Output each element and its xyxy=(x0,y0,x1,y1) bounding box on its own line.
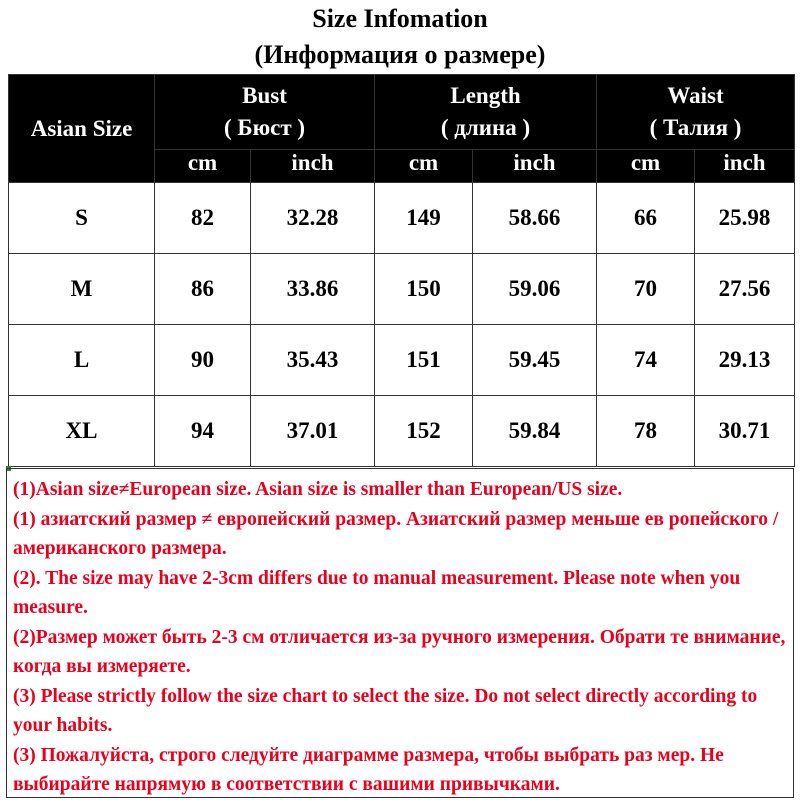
table-cell: 82 xyxy=(155,183,251,254)
note-line: (3) Please strictly follow the size chart to select the size. Do not select directly according to your habits. xyxy=(13,685,758,736)
table-cell: 27.56 xyxy=(695,254,795,325)
note-line: (2)Размер может быть 2-3 см отличается из-за ручного измерения. Обрати те внимание, когда вы измеряете. xyxy=(13,626,786,677)
waist-header xyxy=(597,75,795,150)
table-row xyxy=(9,396,795,467)
table-cell: 25.98 xyxy=(695,183,795,254)
table-cell: 32.28 xyxy=(251,183,375,254)
table-row xyxy=(9,254,795,325)
asian-size-header: Asian Size xyxy=(9,75,155,183)
unit-cm: cm xyxy=(155,150,251,183)
table-cell: 86 xyxy=(155,254,251,325)
table-cell: 66 xyxy=(597,183,695,254)
unit-inch: inch xyxy=(695,150,795,183)
size-cell: M xyxy=(9,254,155,325)
bust-header-label: Bust xyxy=(242,83,287,108)
table-cell: 78 xyxy=(597,396,695,467)
length-header-sub: ( длина ) xyxy=(440,115,531,140)
table-cell: 149 xyxy=(375,183,473,254)
table-row xyxy=(9,183,795,254)
waist-header-sub: ( Талия ) xyxy=(649,115,742,140)
table-cell: 94 xyxy=(155,396,251,467)
page-subtitle: (Информация о размере) xyxy=(254,40,546,69)
length-header-label: Length xyxy=(450,83,521,108)
table-cell: 59.45 xyxy=(473,325,597,396)
size-cell: L xyxy=(9,325,155,396)
size-table xyxy=(8,74,795,467)
waist-header-label: Waist xyxy=(667,83,724,108)
table-cell: 29.13 xyxy=(695,325,795,396)
table-cell: 74 xyxy=(597,325,695,396)
table-cell: 152 xyxy=(375,396,473,467)
size-cell: XL xyxy=(9,396,155,467)
table-cell: 150 xyxy=(375,254,473,325)
table-header-row xyxy=(9,75,795,150)
unit-cm: cm xyxy=(375,150,473,183)
note-line: (3) Пожалуйста, строго следуйте диаграмме размера, чтобы выбрать раз мер. Не выбирайте напрямую в соответствии с вашими привычками. xyxy=(13,744,724,795)
table-cell: 33.86 xyxy=(251,254,375,325)
size-cell: S xyxy=(9,183,155,254)
note-line: (1)Asian size≠European size. Asian size is smaller than European/US size. xyxy=(13,479,623,500)
note-line: (2). The size may have 2-3cm differs due to manual measurement. Please note when you measure. xyxy=(13,567,741,618)
unit-inch: inch xyxy=(473,150,597,183)
unit-cm: cm xyxy=(597,150,695,183)
table-cell: 70 xyxy=(597,254,695,325)
table-cell: 30.71 xyxy=(695,396,795,467)
bust-header xyxy=(155,75,375,150)
table-cell: 90 xyxy=(155,325,251,396)
table-cell: 59.06 xyxy=(473,254,597,325)
note-line: (1) азиатский размер ≠ европейский размер. Азиатский размер меньше ев ропейского / американского размера. xyxy=(13,508,779,559)
table-cell: 58.66 xyxy=(473,183,597,254)
table-cell: 59.84 xyxy=(473,396,597,467)
table-cell: 37.01 xyxy=(251,396,375,467)
length-header xyxy=(375,75,597,150)
table-cell: 151 xyxy=(375,325,473,396)
bust-header-sub: ( Бюст ) xyxy=(223,115,306,140)
page-title: Size Infomation xyxy=(312,4,488,33)
table-cell: 35.43 xyxy=(251,325,375,396)
notes-box xyxy=(6,468,794,798)
unit-inch: inch xyxy=(251,150,375,183)
table-row xyxy=(9,325,795,396)
